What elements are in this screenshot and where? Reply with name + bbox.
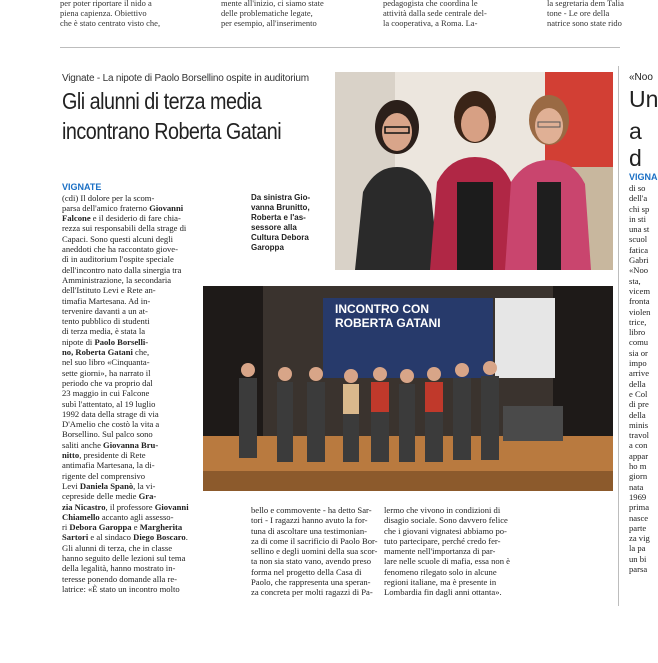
next-article-title-1: Un (629, 86, 658, 112)
article-col1-text (62, 193, 189, 594)
person-name: Debora Garoppa (69, 522, 132, 533)
person-name: Paolo Borselli- no, Roberta Gatani (62, 336, 149, 358)
article-kicker: Vignate - La nipote di Paolo Borsellino ospite in auditorium (62, 73, 309, 84)
body-text-run: , il professore (105, 501, 155, 512)
photo-three-women (335, 72, 613, 270)
body-text-run: , presidente di Rete antimafia Martesana, la di- rigente del comprensivo Levi (62, 450, 155, 491)
person-name: Giovanna Bru- nitto (62, 439, 159, 461)
body-text-run: . Gli alunni di terza, che in classe hanno seguito delle lezioni sul tema della legalità, hanno mostrato in- teresse ponendo domande alla re- latrice: «È stato un incontro molto (62, 532, 188, 594)
stage-banner (323, 302, 493, 330)
strip-col-3: pedagogista che coordina le attività dalla sede centrale del- la cooperativa, a Roma. La- (383, 0, 487, 28)
person-name: Margherita Sartori (62, 522, 183, 543)
photo-three-women-drawing (335, 72, 613, 270)
person-name: Gra- zia Nicastro (62, 491, 157, 512)
person-name: Diego Boscaro (133, 532, 186, 543)
article-body-col-2: bello e commovente - ha detto Sar- tori - I ragazzi hanno avuto la for- tuna di ascoltare una testimonian- za di come il sacrificio di Paolo Bor- sellino e degli uomini della sua scor- ta non sia stato vano, avendo preso forma nel progetto della Casa di Paolo, che rappresenta una speran- za concreta per molti ragazzi di Pa- (251, 505, 378, 598)
next-article-kicker: «Noo (629, 72, 653, 83)
article-dropcap: VIGNATE (62, 182, 102, 193)
photo-group-stage (203, 286, 613, 491)
body-text-run: che, nel suo libro «Cinquanta- sette giorni», ha narrato il periodo che va proprio dal 23 maggio in cui Falcone subì l'attentato, al 19 luglio 1992 data della strage di via D'Amelio che costò la vita a Borsellino. Sul palco sono saliti anche (62, 347, 160, 450)
vertical-divider (618, 66, 619, 606)
next-article-title-2: a d (629, 118, 642, 171)
person-name: Giovanni Falcone (62, 202, 184, 224)
article-body-col-3: lermo che vivono in condizioni di disagio sociale. Sono davvero felice che i giovani vignatesi abbiamo po- tuto partecipare, perché credo fer- mamente nell'importanza di par- lare nelle scuole di mafia, essa non è fenomeno rilegato solo in alcune regioni italiane, ma è presente in Lombardia fin dagli anni ottanta». (384, 505, 510, 598)
body-text-run: (cdi) Il dolore per la scom- parsa dell'amico fraterno (62, 192, 155, 213)
body-text-run: , la vi- cepreside delle medie (62, 480, 156, 502)
body-text-run: e il desiderio di fare chia- rezza sui responsabili della strage di Capaci. Sono questi alcuni degli aneddoti che ha raccontato giove- dì in auditorium l'ospite speciale dell'incontro nato dalla sinergia tra Amministrazione, la secondaria dell'Istituto Levi e Rete an- timafia Martesana. Ad in- tervenire davanti a un at- tento pubblico di studenti di terza media, è stata la nipote di (62, 213, 187, 347)
person-name: Daniela Spanò (79, 480, 134, 491)
article-body-col-1 (62, 172, 198, 604)
strip-col-2: mente all'inizio, ci siamo state delle problematiche legate, per esempio, all'inserimento (221, 0, 324, 28)
stage-banner-line2: ROBERTA GATANI (335, 316, 441, 330)
body-text-run: accanto agli assesso- ri (62, 511, 174, 533)
photo1-caption: Da sinistra Gio- vanna Brunitto, Roberta e l'as- sessore alla Cultura Debora Garoppa (251, 193, 311, 252)
body-text-run: e al sindaco (88, 532, 134, 543)
person-name: Giovanni Chiamello (62, 501, 189, 522)
strip-col-1: per poter riportare il nido a piena capienza. Obiettivo che è stato centrato visto che, (60, 0, 161, 28)
next-article-column (624, 66, 658, 606)
previous-article-strip (0, 0, 658, 40)
next-article-text: di so dell'a chi sp in sti una st scuol fatica Gabri «Noo sta, vicem fronta violen trice, libro comu sia or impo arrive della e Col di pre della minis travol a con appar ho m giorn nata 1969 prima nasce parte za vig la pa un bi parsa (629, 183, 651, 574)
strip-col-4: la segretaria dem Talia tone - Le ore della natrice sono state rido (547, 0, 624, 28)
next-article-dropcap: VIGNA (629, 172, 658, 182)
body-text-run: e (131, 522, 140, 533)
article-headline: Gli alunni di terza media incontrano Roberta Gatani (62, 88, 282, 144)
stage-banner-line1: INCONTRO CON (335, 302, 429, 316)
top-divider (60, 47, 620, 48)
